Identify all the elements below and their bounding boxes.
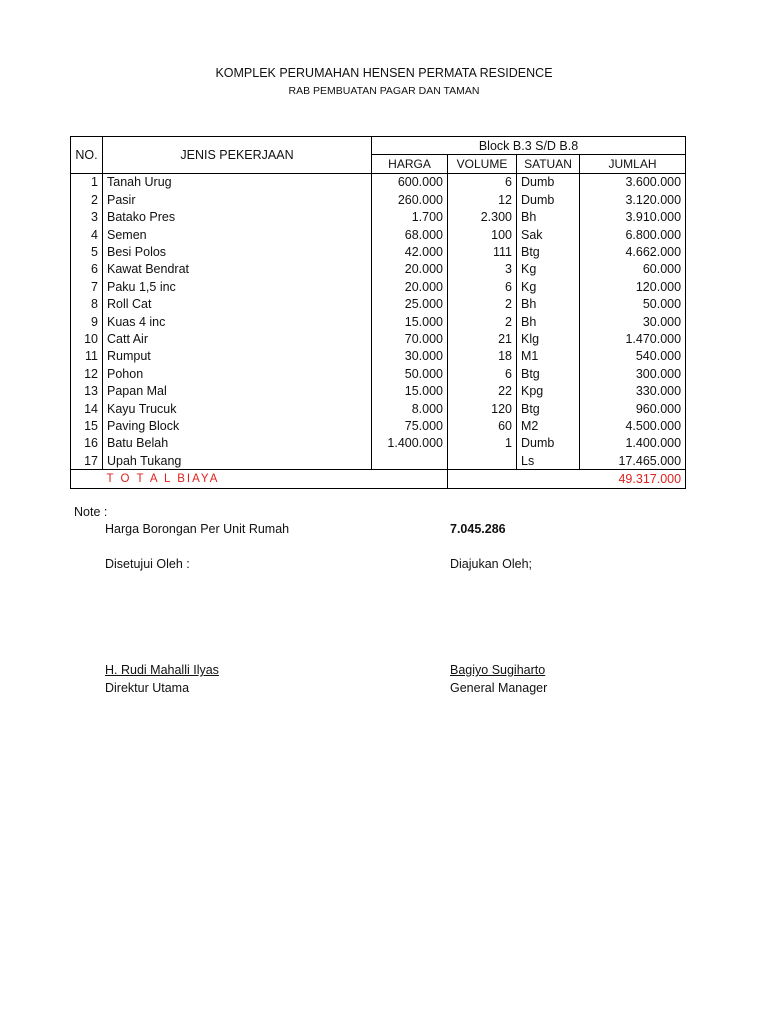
- table-row: [71, 417, 686, 434]
- row-jumlah: 50.000: [580, 296, 686, 313]
- row-jenis-pekerjaan: Pasir: [103, 191, 372, 208]
- row-volume: 111: [448, 243, 517, 260]
- row-harga: 68.000: [372, 226, 448, 243]
- table-row: [71, 296, 686, 313]
- row-satuan: M1: [517, 348, 580, 365]
- row-satuan: Sak: [517, 226, 580, 243]
- table-row: [71, 382, 686, 399]
- table-row: [71, 435, 686, 452]
- table-row: [71, 330, 686, 347]
- row-harga: 30.000: [372, 348, 448, 365]
- table-row: [71, 278, 686, 295]
- row-satuan: Ls: [517, 452, 580, 470]
- row-harga: [372, 452, 448, 470]
- row-jumlah: 330.000: [580, 382, 686, 399]
- total-value: 49.317.000: [448, 470, 686, 488]
- table-row: [71, 209, 686, 226]
- row-jumlah: 540.000: [580, 348, 686, 365]
- row-jumlah: 1.470.000: [580, 330, 686, 347]
- row-volume: 1: [448, 435, 517, 452]
- row-jenis-pekerjaan: Paving Block: [103, 417, 372, 434]
- row-satuan: Kg: [517, 261, 580, 278]
- row-jumlah: 300.000: [580, 365, 686, 382]
- signatory-1-title: Direktur Utama: [105, 681, 190, 695]
- table-row: [71, 261, 686, 278]
- header-jenis-pekerjaan: JENIS PEKERJAAN: [103, 137, 372, 174]
- row-jumlah: 3.120.000: [580, 191, 686, 208]
- row-satuan: Btg: [517, 400, 580, 417]
- row-no: 11: [71, 348, 103, 365]
- borongan-value: 7.045.286: [450, 522, 506, 536]
- row-satuan: Bh: [517, 209, 580, 226]
- header-volume: VOLUME: [448, 155, 517, 173]
- row-jenis-pekerjaan: Semen: [103, 226, 372, 243]
- row-satuan: Dumb: [517, 435, 580, 452]
- row-harga: 42.000: [372, 243, 448, 260]
- table-row: [71, 191, 686, 208]
- row-harga: 8.000: [372, 400, 448, 417]
- row-jumlah: 30.000: [580, 313, 686, 330]
- row-volume: 2: [448, 313, 517, 330]
- row-jumlah: 120.000: [580, 278, 686, 295]
- header-harga: HARGA: [372, 155, 448, 173]
- row-volume: 12: [448, 191, 517, 208]
- row-satuan: Bh: [517, 296, 580, 313]
- table-row: [71, 313, 686, 330]
- row-harga: 15.000: [372, 313, 448, 330]
- rab-table: [70, 136, 686, 489]
- row-satuan: Bh: [517, 313, 580, 330]
- row-satuan: M2: [517, 417, 580, 434]
- row-no: 9: [71, 313, 103, 330]
- row-harga: 75.000: [372, 417, 448, 434]
- row-harga: 50.000: [372, 365, 448, 382]
- row-jenis-pekerjaan: Kuas 4 inc: [103, 313, 372, 330]
- total-row: [71, 470, 686, 488]
- table-row: [71, 173, 686, 191]
- row-jenis-pekerjaan: Kayu Trucuk: [103, 400, 372, 417]
- table-row: [71, 348, 686, 365]
- row-volume: 2.300: [448, 209, 517, 226]
- row-harga: 20.000: [372, 278, 448, 295]
- row-volume: 6: [448, 173, 517, 191]
- table-row: [71, 400, 686, 417]
- row-no: 5: [71, 243, 103, 260]
- row-satuan: Dumb: [517, 173, 580, 191]
- signatory-2-name: Bagiyo Sugiharto: [450, 663, 546, 677]
- row-harga: 600.000: [372, 173, 448, 191]
- row-no: 8: [71, 296, 103, 313]
- row-volume: 22: [448, 382, 517, 399]
- row-no: 7: [71, 278, 103, 295]
- disetujui-label: Disetujui Oleh :: [105, 557, 190, 571]
- borongan-label: Harga Borongan Per Unit Rumah: [105, 522, 290, 536]
- row-jenis-pekerjaan: Tanah Urug: [103, 173, 372, 191]
- row-volume: 6: [448, 278, 517, 295]
- row-no: 10: [71, 330, 103, 347]
- note-label: Note :: [74, 505, 108, 519]
- table-row: [71, 365, 686, 382]
- row-harga: 25.000: [372, 296, 448, 313]
- row-jenis-pekerjaan: Besi Polos: [103, 243, 372, 260]
- table-row: [71, 452, 686, 470]
- row-no: 13: [71, 382, 103, 399]
- row-no: 4: [71, 226, 103, 243]
- diajukan-label: Diajukan Oleh;: [450, 557, 532, 571]
- row-volume: 120: [448, 400, 517, 417]
- row-volume: 60: [448, 417, 517, 434]
- row-jenis-pekerjaan: Catt Air: [103, 330, 372, 347]
- row-harga: 15.000: [372, 382, 448, 399]
- row-no: 6: [71, 261, 103, 278]
- row-volume: [448, 452, 517, 470]
- row-harga: 1.400.000: [372, 435, 448, 452]
- row-jenis-pekerjaan: Rumput: [103, 348, 372, 365]
- row-no: 1: [71, 173, 103, 191]
- row-jumlah: 17.465.000: [580, 452, 686, 470]
- row-harga: 260.000: [372, 191, 448, 208]
- document-title: KOMPLEK PERUMAHAN HENSEN PERMATA RESIDENCE: [215, 66, 553, 80]
- signatory-1-name: H. Rudi Mahalli Ilyas: [105, 663, 219, 677]
- row-jenis-pekerjaan: Pohon: [103, 365, 372, 382]
- row-jenis-pekerjaan: Roll Cat: [103, 296, 372, 313]
- total-row-spacer: [71, 470, 103, 488]
- row-volume: 6: [448, 365, 517, 382]
- row-jenis-pekerjaan: Batu Belah: [103, 435, 372, 452]
- row-jumlah: 3.910.000: [580, 209, 686, 226]
- header-block-group: Block B.3 S/D B.8: [372, 137, 686, 155]
- row-no: 2: [71, 191, 103, 208]
- row-no: 14: [71, 400, 103, 417]
- row-volume: 100: [448, 226, 517, 243]
- total-label: T O T A L BIAYA: [103, 470, 448, 488]
- row-jumlah: 1.400.000: [580, 435, 686, 452]
- header-no: NO.: [71, 137, 103, 174]
- row-volume: 2: [448, 296, 517, 313]
- table-row: [71, 226, 686, 243]
- row-satuan: Btg: [517, 365, 580, 382]
- row-volume: 3: [448, 261, 517, 278]
- row-satuan: Kg: [517, 278, 580, 295]
- row-harga: 70.000: [372, 330, 448, 347]
- row-satuan: Btg: [517, 243, 580, 260]
- row-no: 17: [71, 452, 103, 470]
- row-no: 3: [71, 209, 103, 226]
- row-jenis-pekerjaan: Papan Mal: [103, 382, 372, 399]
- row-no: 15: [71, 417, 103, 434]
- row-jenis-pekerjaan: Kawat Bendrat: [103, 261, 372, 278]
- row-satuan: Klg: [517, 330, 580, 347]
- row-jenis-pekerjaan: Paku 1,5 inc: [103, 278, 372, 295]
- row-harga: 20.000: [372, 261, 448, 278]
- signatory-2-title: General Manager: [450, 681, 548, 695]
- row-jenis-pekerjaan: Upah Tukang: [103, 452, 372, 470]
- row-jumlah: 4.500.000: [580, 417, 686, 434]
- row-no: 16: [71, 435, 103, 452]
- row-satuan: Dumb: [517, 191, 580, 208]
- row-jumlah: 3.600.000: [580, 173, 686, 191]
- document-subtitle: RAB PEMBUATAN PAGAR DAN TAMAN: [288, 85, 480, 97]
- row-harga: 1.700: [372, 209, 448, 226]
- row-jumlah: 960.000: [580, 400, 686, 417]
- header-satuan: SATUAN: [517, 155, 580, 173]
- row-volume: 21: [448, 330, 517, 347]
- row-jenis-pekerjaan: Batako Pres: [103, 209, 372, 226]
- header-jumlah: JUMLAH: [580, 155, 686, 173]
- row-jumlah: 4.662.000: [580, 243, 686, 260]
- row-jumlah: 60.000: [580, 261, 686, 278]
- row-satuan: Kpg: [517, 382, 580, 399]
- row-jumlah: 6.800.000: [580, 226, 686, 243]
- table-row: [71, 243, 686, 260]
- row-no: 12: [71, 365, 103, 382]
- row-volume: 18: [448, 348, 517, 365]
